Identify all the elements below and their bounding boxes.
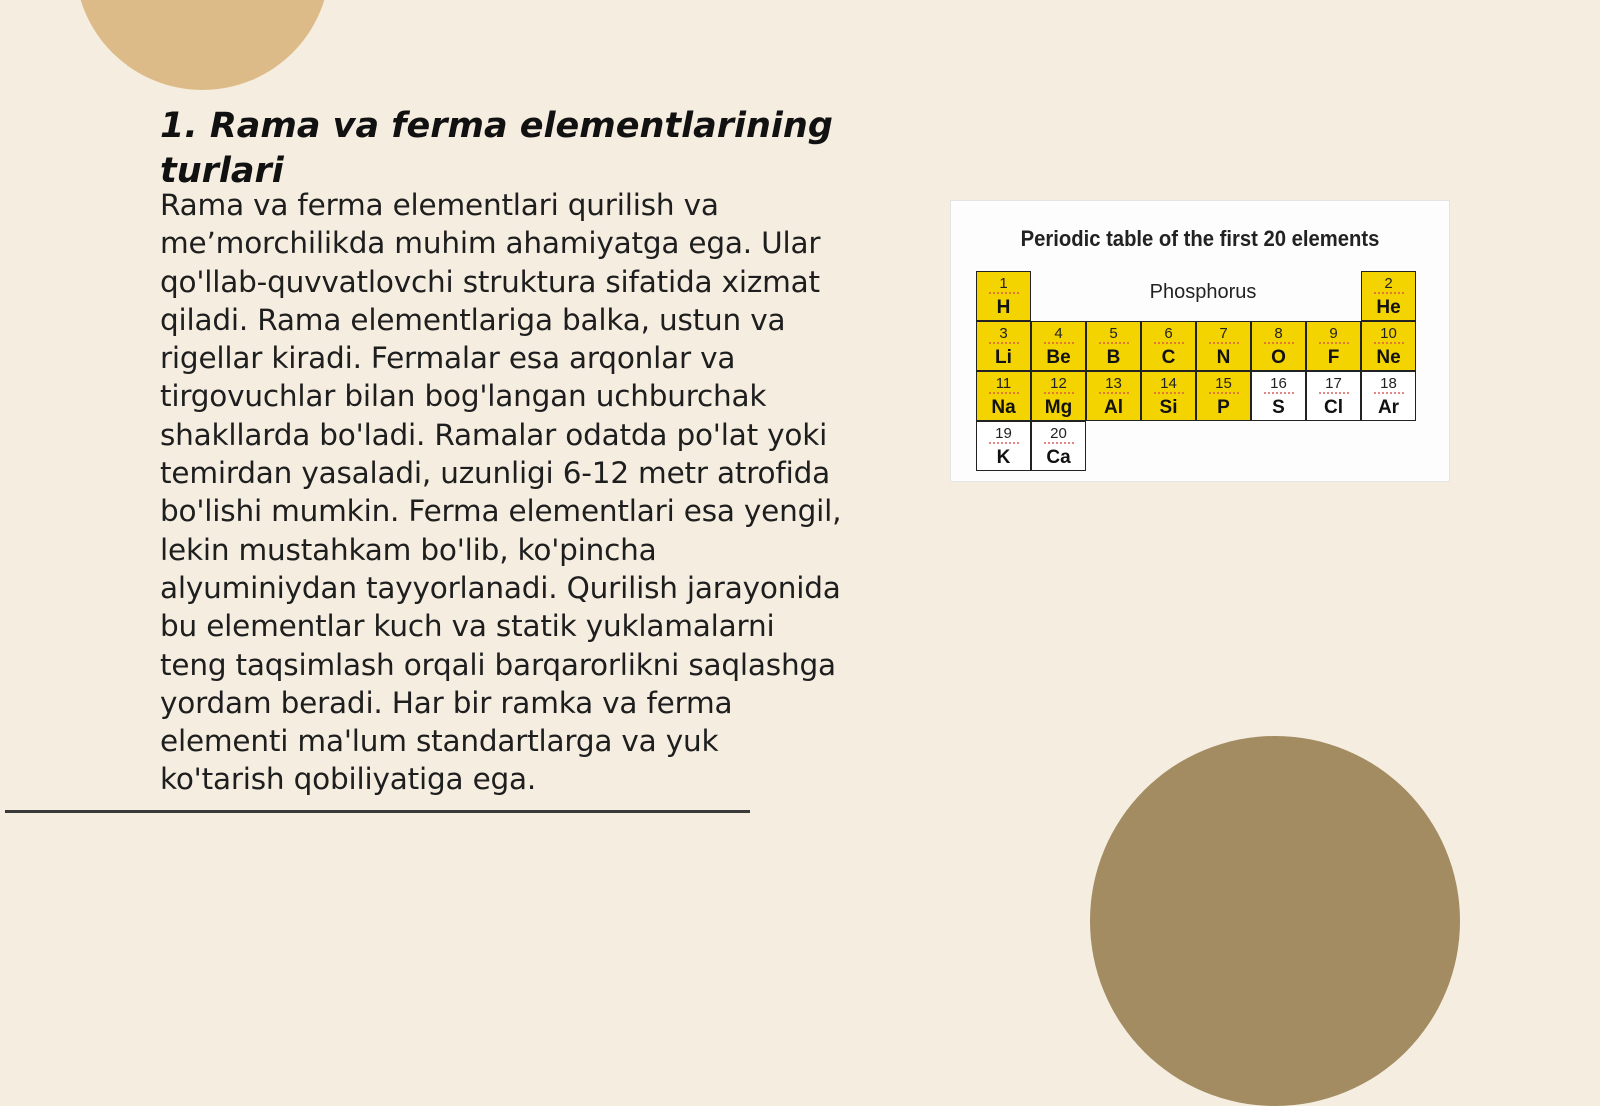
element-symbol: Li xyxy=(995,347,1012,368)
element-symbol: S xyxy=(1272,397,1285,418)
element-cell-f xyxy=(1306,321,1361,371)
element-cell-na xyxy=(976,371,1031,421)
element-number: 11 xyxy=(995,375,1012,392)
element-name-mark xyxy=(1264,392,1294,400)
element-number: 6 xyxy=(1164,325,1173,342)
element-number: 17 xyxy=(1325,375,1342,392)
element-cell-ca xyxy=(1031,421,1086,471)
element-cell-ne xyxy=(1361,321,1416,371)
element-cell-p xyxy=(1196,371,1251,421)
element-cell-ar xyxy=(1361,371,1416,421)
element-number: 19 xyxy=(995,425,1012,442)
element-name-mark xyxy=(1319,392,1349,400)
element-number: 5 xyxy=(1109,325,1118,342)
element-cell-b xyxy=(1086,321,1141,371)
element-cell-s xyxy=(1251,371,1306,421)
decorative-circle-top xyxy=(75,0,330,90)
element-name-mark xyxy=(989,342,1019,350)
element-name-mark xyxy=(989,442,1019,450)
element-symbol: B xyxy=(1106,347,1121,368)
element-number: 1 xyxy=(999,275,1008,292)
element-number: 10 xyxy=(1380,325,1397,342)
element-name-mark xyxy=(1099,392,1129,400)
element-symbol: H xyxy=(996,297,1011,318)
element-name-mark xyxy=(1099,342,1129,350)
element-name-mark xyxy=(1044,442,1074,450)
figure-highlight-label: Phosphorus xyxy=(1149,281,1257,303)
element-symbol: He xyxy=(1376,297,1401,318)
element-symbol: Ca xyxy=(1046,447,1071,468)
element-symbol: P xyxy=(1217,397,1230,418)
element-symbol: N xyxy=(1216,347,1231,368)
element-cell-o xyxy=(1251,321,1306,371)
element-name-mark xyxy=(1209,342,1239,350)
decorative-circle-bottom xyxy=(1090,736,1460,1106)
element-symbol: C xyxy=(1161,347,1176,368)
element-number: 12 xyxy=(1050,375,1067,392)
element-cell-li xyxy=(976,321,1031,371)
element-number: 13 xyxy=(1105,375,1122,392)
element-cell-cl xyxy=(1306,371,1361,421)
element-symbol: F xyxy=(1327,347,1340,368)
element-symbol: K xyxy=(996,447,1011,468)
element-cell-n xyxy=(1196,321,1251,371)
element-cell-mg xyxy=(1031,371,1086,421)
element-number: 2 xyxy=(1384,275,1393,292)
element-name-mark xyxy=(1374,342,1404,350)
element-cell-c xyxy=(1141,321,1196,371)
periodic-table-image xyxy=(950,200,1450,482)
element-cell-k xyxy=(976,421,1031,471)
element-number: 16 xyxy=(1270,375,1287,392)
element-name-mark xyxy=(1209,392,1239,400)
element-cell-be xyxy=(1031,321,1086,371)
element-symbol: Na xyxy=(991,397,1016,418)
slide-body-text: Rama va ferma elementlari qurilish va me’morchilikda muhim ahamiyatga ega. Ular qo'llab-quvvatlovchi struktura sifatida xizmat qiladi. Rama elementlariga balka, ustun va rigellar kiradi. Fermalar esa arqonlar va tirgovuchlar bilan bog'langan uchburchak shakllarda bo'ladi. Ramalar odatda po'lat yoki temirdan yasaladi, uzunligi 6-12 metr atrofida bo'lishi mumkin. Ferma elementlari esa yengil, lekin mustahkam bo'lib, ko'pincha alyuminiydan tayyorlanadi. Qurilish jarayonida bu elementlar kuch va statik yuklamalarni teng taqsimlash orqali barqarorlikni saqlashga yordam beradi. Har bir ramka va ferma elementi ma'lum standartlarga va yuk ko'tarish qobiliyatiga ega. xyxy=(160,188,842,797)
figure-title: Periodic table of the first 20 elements xyxy=(1020,226,1380,251)
element-symbol: Ne xyxy=(1376,347,1401,368)
element-symbol: O xyxy=(1271,347,1286,368)
element-number: 7 xyxy=(1219,325,1228,342)
element-number: 4 xyxy=(1054,325,1063,342)
slide-title: 1. Rama va ferma elementlarining turlari xyxy=(160,106,833,191)
element-name-mark xyxy=(1154,392,1184,400)
element-number: 9 xyxy=(1329,325,1338,342)
element-number: 14 xyxy=(1160,375,1177,392)
element-name-mark xyxy=(1044,342,1074,350)
element-number: 15 xyxy=(1215,375,1232,392)
element-name-mark xyxy=(1374,392,1404,400)
element-number: 8 xyxy=(1274,325,1283,342)
divider-line xyxy=(5,810,750,813)
element-name-mark xyxy=(1154,342,1184,350)
element-cell-si xyxy=(1141,371,1196,421)
element-number: 20 xyxy=(1050,425,1067,442)
element-symbol: Cl xyxy=(1324,397,1343,418)
element-name-mark xyxy=(989,292,1019,300)
element-symbol: Si xyxy=(1159,397,1178,418)
element-cell-h xyxy=(976,271,1031,321)
element-name-mark xyxy=(1044,392,1074,400)
element-symbol: Al xyxy=(1104,397,1123,418)
element-name-mark xyxy=(1264,342,1294,350)
element-symbol: Mg xyxy=(1044,397,1073,418)
element-name-mark xyxy=(1374,292,1404,300)
element-number: 3 xyxy=(999,325,1008,342)
element-cell-he xyxy=(1361,271,1416,321)
element-symbol: Be xyxy=(1046,347,1071,368)
element-cell-al xyxy=(1086,371,1141,421)
element-number: 18 xyxy=(1380,375,1397,392)
element-symbol: Ar xyxy=(1377,397,1400,418)
element-name-mark xyxy=(1319,342,1349,350)
element-name-mark xyxy=(989,392,1019,400)
